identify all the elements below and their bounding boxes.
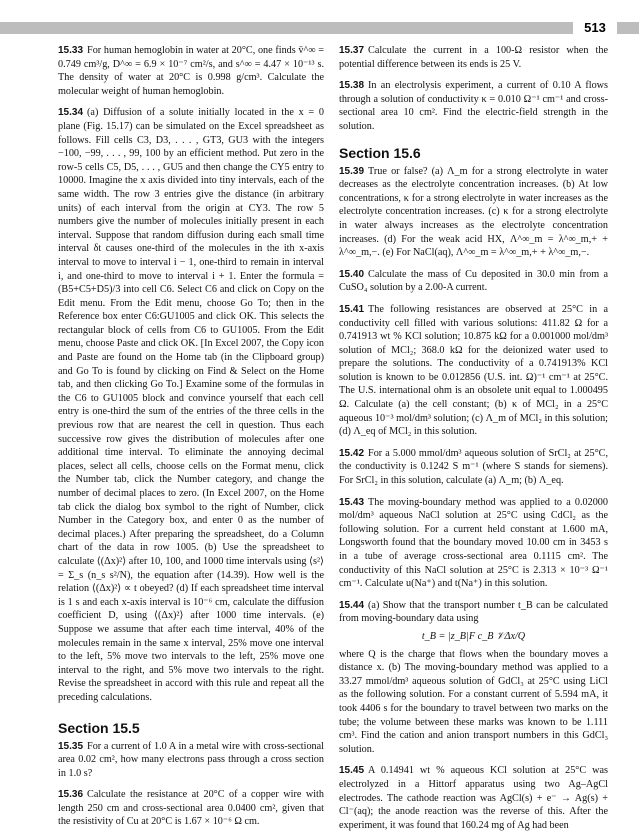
section-heading: Section 15.5 bbox=[58, 719, 140, 736]
problem-number: 15.41 bbox=[339, 303, 365, 315]
problem-number: 15.45 bbox=[339, 765, 365, 777]
problem-number: 15.42 bbox=[339, 447, 365, 459]
problem-number: 15.43 bbox=[339, 496, 365, 508]
problem-15-42 bbox=[339, 447, 608, 488]
problem-15-38 bbox=[339, 79, 608, 133]
problem-15-36 bbox=[58, 788, 324, 829]
problem-text: In an electrolysis experiment, a current of 0.10 A flows through a solution of conductivity κ = 0.010 Ω⁻¹ cm⁻¹ and cross-sectional area 10 cm². Find the electric-field strength in the solution. bbox=[339, 80, 608, 132]
problem-15-41 bbox=[339, 303, 608, 439]
problem-number: 15.34 bbox=[58, 107, 84, 119]
problem-15-35 bbox=[58, 740, 324, 781]
problem-text: For human hemoglobin in water at 20°C, one finds v̄^∞ = 0.749 cm³/g, D^∞ = 6.9 × 10⁻⁷ cm²/s, and s^∞ = 4.47 × 10⁻¹³ s. The density of water at 20°C is 0.998 g/cm³. Calculate the molecular weight of human hemoglobin. bbox=[58, 45, 324, 97]
problem-15-40 bbox=[339, 268, 608, 295]
problem-number: 15.36 bbox=[58, 789, 84, 801]
problem-number: 15.39 bbox=[339, 165, 365, 177]
problem-text: True or false? (a) Λ_m for a strong electrolyte in water decreases as the electrolyte concentration increases. (b) At low concentrations, κ for a strong electrolyte in water increases as the electrolyte concentration increases. (c) κ for a strong electrolyte in water always increases as the electrolyte concentration increases. (d) For the weak acid HX, Λ^∞_m = λ^∞_m,+ + λ^∞_m,−. (e) For NaCl(aq), Λ^∞_m = λ^∞_m,+ + λ^∞_m,−. bbox=[339, 165, 608, 259]
problem-15-43 bbox=[339, 496, 608, 591]
problem-text: Calculate the mass of Cu deposited in 30.0 min from a CuSO₄ solution by a 2.00-A current. bbox=[339, 268, 608, 294]
section-heading: Section 15.6 bbox=[339, 144, 421, 161]
problem-number: 15.38 bbox=[339, 80, 365, 92]
problem-15-33 bbox=[58, 44, 324, 98]
problem-number: 15.44 bbox=[339, 599, 365, 611]
problem-15-37 bbox=[339, 44, 608, 71]
problem-15-44 bbox=[339, 599, 608, 626]
problem-text: (a) Show that the transport number t_B can be calculated from moving-boundary data using bbox=[339, 599, 608, 625]
problem-text: Calculate the resistance at 20°C of a copper wire with length 250 cm and cross-sectional area 0.0400 cm², given that the resistivity of Cu at 20°C is 1.67 × 10⁻⁶ Ω cm. bbox=[58, 789, 324, 828]
problem-number: 15.40 bbox=[339, 268, 365, 280]
header-bar bbox=[0, 22, 639, 34]
problem-15-34 bbox=[58, 106, 324, 704]
problem-15-44-continued: where Q is the charge that flows when the boundary moves a distance x. (b) The moving-boundary method was applied to a 33.27 mmol/dm³ aqueous solution of GdCl₃ at 25°C using LiCl as the following solution. For a constant current of 5.594 mA, it took 4406 s for the boundary to travel between two marks on the tube; the volume between these marks was known to be 1.111 cm³. Find the cation and anion transport numbers in this GdCl₃ solution. bbox=[339, 648, 608, 755]
problem-text: Calculate the current in a 100-Ω resistor when the potential difference between its ends is 25 V. bbox=[339, 45, 608, 70]
problem-text: (a) Diffusion of a solute initially located in the x = 0 plane (Fig. 15.17) can be simulated on the Excel spreadsheet as follows. Fill cells C3, D3, . . . , GT3, GU3 with the integers −100, −99, . . . , 99, 100 by an efficient method. Put zero in the row-5 cells C5, D5, . . . , GU5 and then change the CY5 entry to 10000. Imagine the x axis divided into tiny intervals, each of the same width. The row 3 entries give the distance (in arbitrary units) of each interval from the origin at CY3. The row 5 numbers give the number of molecules initially present in each interval. Suppose that random diffusion during each small time interval δt causes one-third of the molecules in the ith x-axis interval to move to interval i − 1, one-third to remain in interval i, and one-third to move to interval i + 1. Enter the formula =(B5+C5+D5)/3 into cell C6. Select C6 and click on Copy on the Edit menu. From the Edit menu, choose Go To; then in the Reference box enter C6:GU1005 and click OK. This selects the rectangular block of cells from C6 to GU1005. From the Edit menu, choose Paste and click OK. [In Excel 2007, the Copy icon and Paste are found on the Home tab (in the Clipboard group) and Go To is found by clicking on Find & Select on the Home tab, and then clicking Go To.] Examine some of the formulas in the C6 to GU1005 block and convince yourself that each cell entry is one-third the sum of the entries of the three cells in the previous row that are nearest the cell in question. Thus each successive row gives the distribution of molecules after one additional time interval. To eliminate the annoying decimal places, select all cells, choose cells on the Format menu, click the Number tab, click the Number category, and change the number of decimal places to zero. (In Excel 2007, on the Home tab click the dialog box symbol to the right of Number, click Number in the Category box, and enter 0 as the number of decimal places.) After preparing the spreadsheet, do a Column chart of the data in row 1005. (b) Use the spreadsheet to calculate ⟨(Δx)²⟩ after 10, 100, and 1000 time intervals using ⟨s²⟩ = Σ_s (n_s s²/N), the equation after (14.39). How well is the relation ⟨(Δx)²⟩ ∝ t obeyed? (d) If each spreadsheet time interval is 1 s and each x-axis interval is 10⁻⁶ cm, calculate the diffusion coefficient D, using ⟨(Δx)²⟩ after 1000 time intervals. (e) Suppose we assume that after each time interval, 40% of the molecules remain in the same x interval, 25% move one interval to the left, 5% move two intervals to the left, 25% move one interval to the right, and 5% move two intervals to the right. Revise the spreadsheet in accord with this rule and repeat all the preceding calculations. bbox=[58, 107, 324, 703]
problem-15-45 bbox=[339, 764, 608, 832]
problem-text: The following resistances are observed at 25°C in a conductivity cell filled with various solutions: 411.82 Ω for a 0.741913 wt % KCl solution; 10.875 kΩ for a 0.001000 mol/dm³ solution of MCl₂; 368.0 kΩ for the deionized water used to prepare the solutions. The conductivity of a 0.741913% KCl solution is known to be 0.012856 (U.S. int. Ω)⁻¹ cm⁻¹ at 25°C. The U.S. international ohm is an obsolete unit equal to 1.000495 Ω. Calculate (a) the cell constant; (b) κ of MCl₂ in a 25°C aqueous 10⁻³ mol/dm³ solution; (c) Λ_m of MCl₂ in this solution; (d) Λ_eq of MCl₂ in this solution. bbox=[339, 303, 608, 438]
problem-number: 15.35 bbox=[58, 740, 84, 752]
problem-number: 15.37 bbox=[339, 45, 365, 56]
left-column bbox=[58, 44, 324, 837]
problem-text: For a current of 1.0 A in a metal wire with cross-sectional area 0.02 cm², how many electrons pass through a cross section in 1.0 s? bbox=[58, 740, 324, 779]
problem-text: The moving-boundary method was applied to a 0.02000 mol/dm³ aqueous NaCl solution at 25°C using CdCl₂ as the following solution. For a current held constant at 1.600 mA, Longsworth found that the boundary moved 10.00 cm in 3453 s in a tube of average cross-sectional area 0.1115 cm². The conductivity of this NaCl solution at 25°C is 2.313 × 10⁻³ Ω⁻¹ cm⁻¹. Calculate u(Na⁺) and t(Na⁺) in this solution. bbox=[339, 496, 608, 590]
right-column bbox=[339, 44, 608, 840]
problem-15-39 bbox=[339, 165, 608, 260]
problem-number: 15.33 bbox=[58, 45, 84, 56]
transport-number-equation: t_B = |z_B|F c_B 𝒱Δx/Q bbox=[421, 630, 526, 642]
page-number: 513 bbox=[573, 17, 617, 39]
problem-text: A 0.14941 wt % aqueous KCl solution at 25°C was electrolyzed in a Hittorf apparatus using two Ag–AgCl electrodes. The cathode reaction was AgCl(s) + e⁻ → Ag(s) + Cl⁻(aq); the anode reaction was the reverse of this. After the experiment, it was found that 160.24 mg of Ag had been bbox=[339, 765, 608, 831]
problem-text: For a 5.000 mmol/dm³ aqueous solution of SrCl₂ at 25°C, the conductivity is 0.1242 S m⁻¹ (where S stands for siemens). For SrCl₂ in this solution, calculate (a) Λ_m; (b) Λ_eq. bbox=[339, 447, 608, 487]
